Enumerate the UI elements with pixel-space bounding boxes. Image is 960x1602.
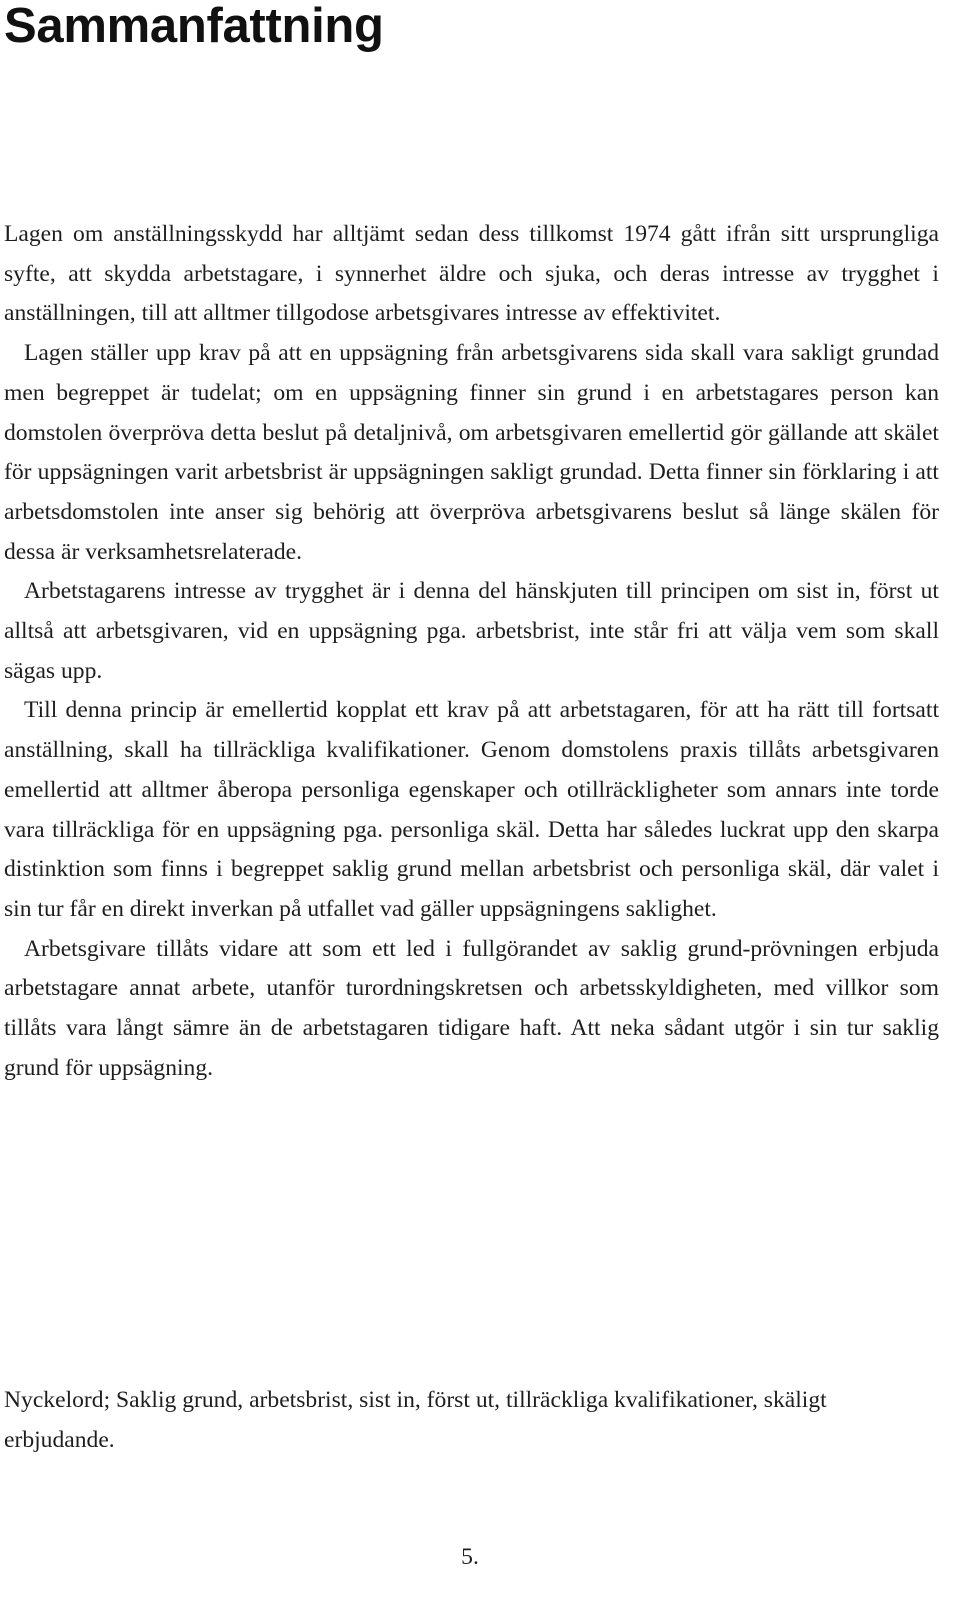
keywords: Nyckelord; Saklig grund, arbetsbrist, sist in, först ut, tillräckliga kvalifikationer, skäligt erbjudande.: [4, 1387, 827, 1453]
paragraph: Arbetstagarens intresse av trygghet är i denna del hänskjuten till principen om sist in, först ut alltså att arbetsgivaren, vid en uppsägning pga. arbetsbrist, inte står fri att välja vem som skall sägas upp.: [4, 578, 939, 684]
paragraph: Lagen ställer upp krav på att en uppsägning från arbetsgivarens sida skall vara sakligt grundad men begreppet är tudelat; om en uppsägning finner sin grund i en arbetstagares person kan domstolen överpröva detta beslut på detaljnivå, om arbetsgivaren emellertid gör gällande att skälet för uppsägningen varit arbetsbrist är uppsägningen sakligt grundad. Detta finner sin förklaring i att arbetsdomstolen inte anser sig behörig att överpröva arbetsgivarens beslut så länge skälen för dessa är verksamhetsrelaterade.: [4, 340, 939, 565]
paragraph: Arbetsgivare tillåts vidare att som ett led i fullgörandet av saklig grund-prövningen erbjuda arbetstagare annat arbete, utanför turordningskretsen och arbetsskyldigheten, med villkor som tillåts vara långt sämre än de arbetstagaren tidigare haft. Att neka sådant utgör i sin tur saklig grund för uppsägning.: [4, 935, 939, 1081]
page-title: Sammanfattning: [4, 0, 384, 53]
summary-body: [4, 215, 939, 1088]
paragraph: Lagen om anställningsskydd har alltjämt sedan dess tillkomst 1974 gått ifrån sitt ursprungliga syfte, att skydda arbetstagare, i synnerhet äldre och sjuka, och deras intresse av trygghet i anställningen, till att alltmer tillgodose arbetsgivares intresse av effektivitet.: [4, 221, 939, 327]
paragraph: Till denna princip är emellertid kopplat ett krav på att arbetstagaren, för att ha rätt till fortsatt anställning, skall ha tillräckliga kvalifikationer. Genom domstolens praxis tillåts arbetsgivaren emellertid att alltmer åberopa personliga egenskaper och otillräckligheter som annars inte torde vara tillräckliga för en uppsägning pga. personliga skäl. Detta har således luckrat upp den skarpa distinktion som finns i begreppet saklig grund mellan arbetsbrist och personliga skäl, där valet i sin tur får en direkt inverkan på utfallet vad gäller uppsägningens saklighet.: [4, 697, 939, 922]
page-number: 5.: [461, 1544, 479, 1570]
